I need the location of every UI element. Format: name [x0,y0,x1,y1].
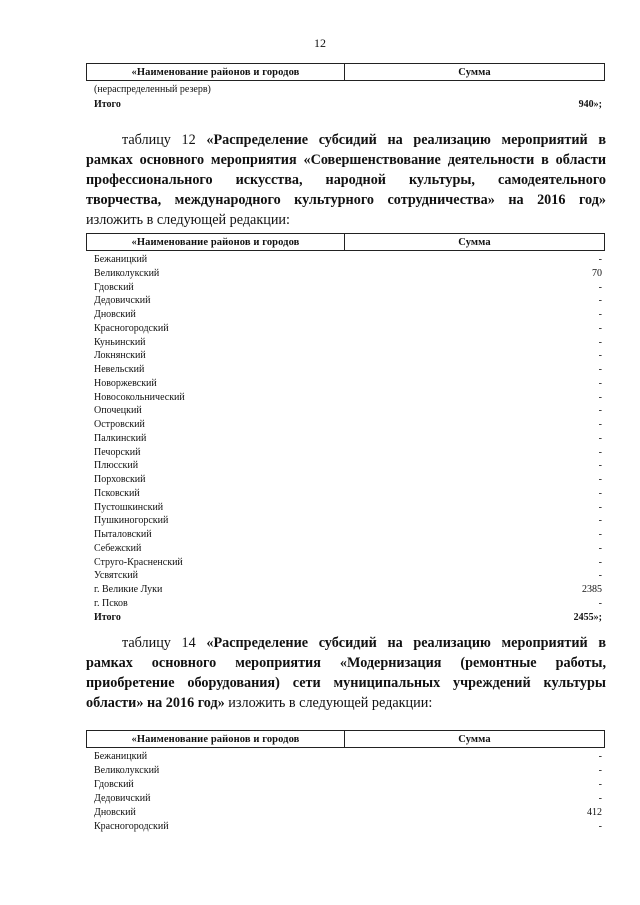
table-row [94,820,602,833]
table-row [94,404,602,417]
row-name: Локнянский [94,350,146,362]
row-value: - [598,487,602,499]
row-name: Новоржевский [94,377,157,389]
para-tail: изложить в следующей редакции: [86,212,290,228]
row-name: Печорский [94,446,141,458]
row-name: (нераспределенный резерв) [94,84,211,95]
table-row [94,459,602,472]
paragraph-table-14 [86,633,606,713]
row-name: Струго-Красненский [94,556,183,568]
table-row [94,583,602,596]
row-value: - [598,295,602,307]
row-value: - [598,281,602,293]
row-name: Пушкиногорский [94,515,169,527]
table-row [94,294,602,307]
row-name: г. Псков [94,597,128,609]
row-value: - [598,322,602,334]
table-row [94,473,602,486]
row-value: - [598,432,602,444]
row-value: 2385 [582,584,602,595]
table-row [94,778,602,791]
para-title: «Распределение субсидий на реализацию мероприятий в рамках основного мероприятия «Совершенствование деятельности в области профессионального искусства, народной культуры, самодеятельного творчества, международного культурного сотрудничества» на 2016 год» [86,132,606,208]
table-row [94,750,602,763]
row-value: - [598,446,602,458]
row-name: Дновский [94,806,136,818]
row-name: Дновский [94,309,136,320]
row-value: - [598,764,602,776]
row-name: Усвятский [94,570,138,582]
table-row [94,487,602,500]
column-header-sum: Сумма [458,733,491,745]
row-name: Куньинский [94,336,146,348]
row-value: 412 [587,806,602,818]
row-value: - [598,405,602,417]
table-row [94,542,602,555]
row-name: Островский [94,419,145,430]
table-row [94,597,602,610]
row-value: - [598,751,602,762]
row-value: 2455»; [573,611,602,623]
table-row [94,267,602,280]
para-title: «Распределение субсидий на реализацию мероприятий в рамках основного мероприятия «Модернизация (ремонтные работы, приобретение оборудования) сети муниципальных учреждений культуры области» на 2016 год» [86,635,606,711]
row-name: Плюсский [94,460,139,472]
table-row [94,336,602,349]
row-value: - [598,309,602,320]
row-value: - [598,570,602,582]
table-row-total [94,611,602,624]
row-name: Опочецкий [94,405,142,417]
row-name: Бежаницкий [94,751,148,762]
row-name: Великолукский [94,267,160,279]
table-row [94,528,602,541]
column-header-name: «Наименование районов и городов [87,64,345,80]
row-name: Пыталовский [94,529,152,540]
table-row [94,308,602,321]
row-value: - [598,336,602,348]
row-value: - [598,542,602,554]
row-value: - [598,515,602,527]
table-row [94,253,602,266]
row-value: - [598,460,602,472]
row-value: - [598,350,602,362]
table-row [94,569,602,582]
table-row [94,281,602,294]
table-row [94,446,602,459]
table-row [94,792,602,805]
table-row [94,83,602,96]
column-header-name: «Наименование районов и городов [87,731,345,747]
column-header-sum: Сумма [458,66,491,78]
row-name: Бежаницкий [94,254,148,265]
row-value: 70 [592,267,602,279]
row-value: - [598,419,602,430]
paragraph-table-12 [86,130,606,230]
row-value: - [598,474,602,485]
table-14-header [86,730,605,748]
row-name: Гдовский [94,778,134,790]
row-name: Великолукский [94,764,160,776]
table-row [94,349,602,362]
table-row [94,764,602,777]
table-row [94,501,602,514]
row-name: Дедовичский [94,792,151,804]
table-row [94,363,602,376]
table-12-header [86,233,605,251]
row-value: - [598,364,602,375]
row-name: Псковский [94,487,140,499]
table-row-total [94,98,602,111]
row-value: - [598,556,602,568]
row-value: - [598,377,602,389]
row-value: 940»; [578,99,602,110]
page-number: 12 [314,36,326,50]
para-lead: таблицу 14 [122,635,207,651]
row-name: Красногородский [94,820,169,832]
row-name: Итого [94,611,121,623]
table-row [94,432,602,445]
row-name: Пустошкинский [94,501,164,513]
row-value: - [598,254,602,265]
column-header-sum: Сумма [458,236,491,248]
para-lead: таблицу 12 [122,132,207,148]
row-name: Невельский [94,364,145,375]
table-row [94,418,602,431]
table-row [94,322,602,335]
row-value: - [598,529,602,540]
row-name: Гдовский [94,281,134,293]
row-value: - [598,820,602,832]
table-row [94,806,602,819]
row-name: Дедовичский [94,295,151,307]
row-name: г. Великие Луки [94,584,163,595]
row-name: Красногородский [94,322,169,334]
table-row [94,377,602,390]
row-value: - [598,792,602,804]
row-name: Новосокольнический [94,391,185,403]
row-value: - [598,391,602,403]
row-value: - [598,597,602,609]
table-row [94,391,602,404]
column-header-name: «Наименование районов и городов [87,234,345,250]
table-prev-header [86,63,605,81]
row-name: Порховский [94,474,146,485]
row-value: - [598,501,602,513]
row-name: Палкинский [94,432,147,444]
row-name: Итого [94,99,121,110]
row-value: - [598,778,602,790]
para-tail: изложить в следующей редакции: [224,695,433,711]
row-name: Себежский [94,542,142,554]
table-row [94,514,602,527]
table-row [94,556,602,569]
